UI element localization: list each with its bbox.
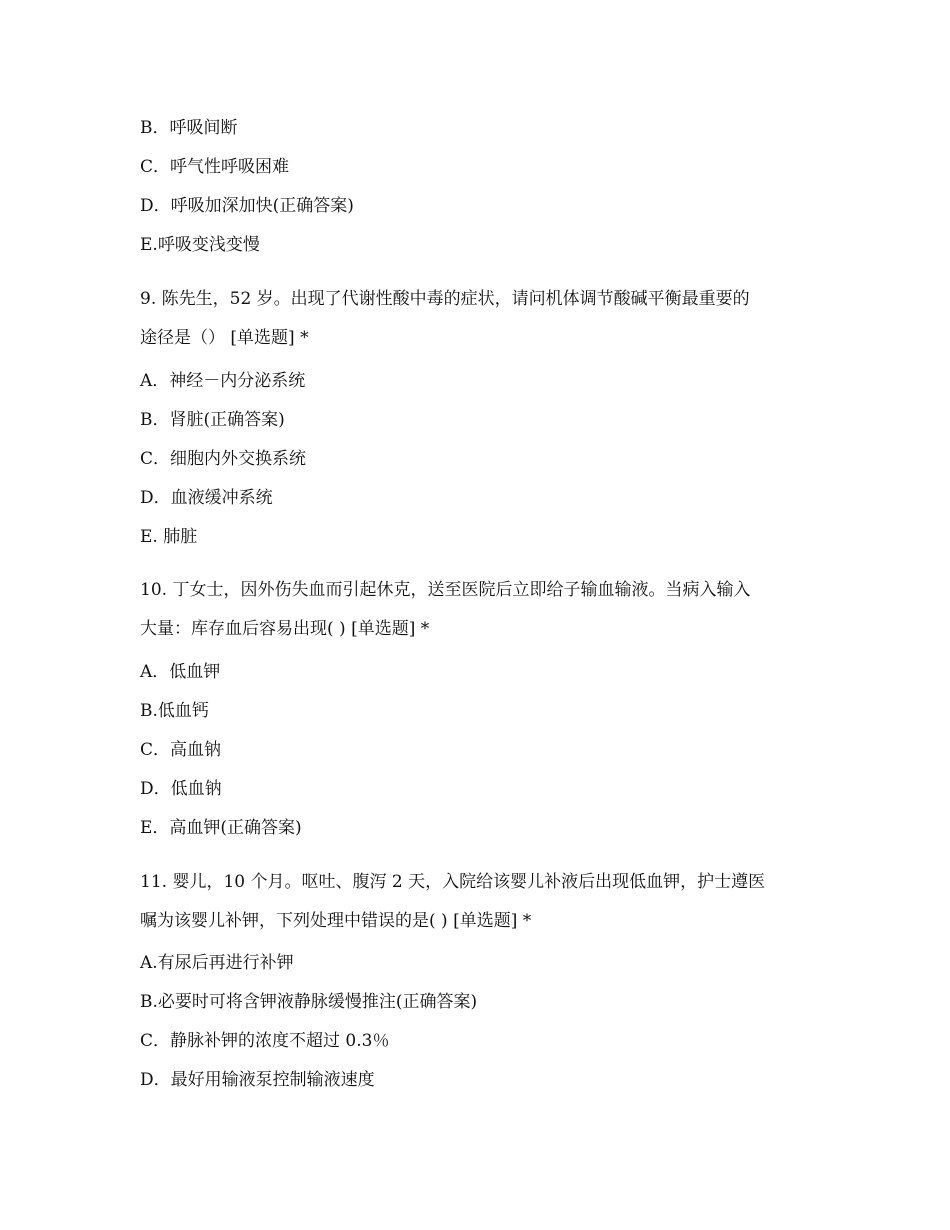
q8-option-e: E.呼吸变浅变慢 [140, 235, 260, 255]
q9-option-e: E. 肺脏 [140, 527, 198, 547]
q11-option-a: A.有尿后再进行补钾 [140, 953, 294, 973]
q11-option-c: C．静脉补钾的浓度不超过 0.3％ [140, 1031, 390, 1051]
q9-stem-line2: 途径是（） [单选题] * [140, 328, 309, 348]
q11-option-d: D．最好用输液泵控制输液速度 [140, 1070, 375, 1090]
q10-option-e: E．高血钾(正确答案) [140, 818, 302, 838]
q10-option-c: C．高血钠 [140, 740, 222, 760]
q9-option-d: D．血液缓冲系统 [140, 488, 273, 508]
q9-option-c: C．细胞内外交换系统 [140, 449, 307, 469]
q9-option-b: B．肾脏(正确答案) [140, 410, 285, 430]
q9-stem-line1: 9. 陈先生，52 岁。出现了代谢性酸中毒的症状，请问机体调节酸碱平衡最重要的 [140, 289, 750, 309]
q10-stem-line2: 大量：库存血后容易出现( ) [单选题] * [140, 619, 430, 639]
q11-stem-line1: 11. 婴儿，10 个月。呕吐、腹泻 2 天，入院给该婴儿补液后出现低血钾，护士遵医 [140, 872, 766, 892]
q10-option-b: B.低血钙 [140, 701, 209, 721]
q8-option-d: D．呼吸加深加快(正确答案) [140, 196, 354, 216]
q8-option-c: C．呼气性呼吸困难 [140, 157, 290, 177]
q10-option-a: A．低血钾 [140, 662, 221, 682]
q8-option-b: B．呼吸间断 [140, 118, 238, 138]
q10-option-d: D．低血钠 [140, 779, 222, 799]
q10-stem-line1: 10. 丁女士，因外伤失血而引起休克，送至医院后立即给子输血输液。当病入输入 [140, 580, 751, 600]
q9-option-a: A．神经－内分泌系统 [140, 371, 306, 391]
q11-stem-line2: 嘱为该婴儿补钾，下列处理中错误的是( ) [单选题] * [140, 911, 532, 931]
q11-option-b: B.必要时可将含钾液静脉缓慢推注(正确答案) [140, 992, 478, 1012]
